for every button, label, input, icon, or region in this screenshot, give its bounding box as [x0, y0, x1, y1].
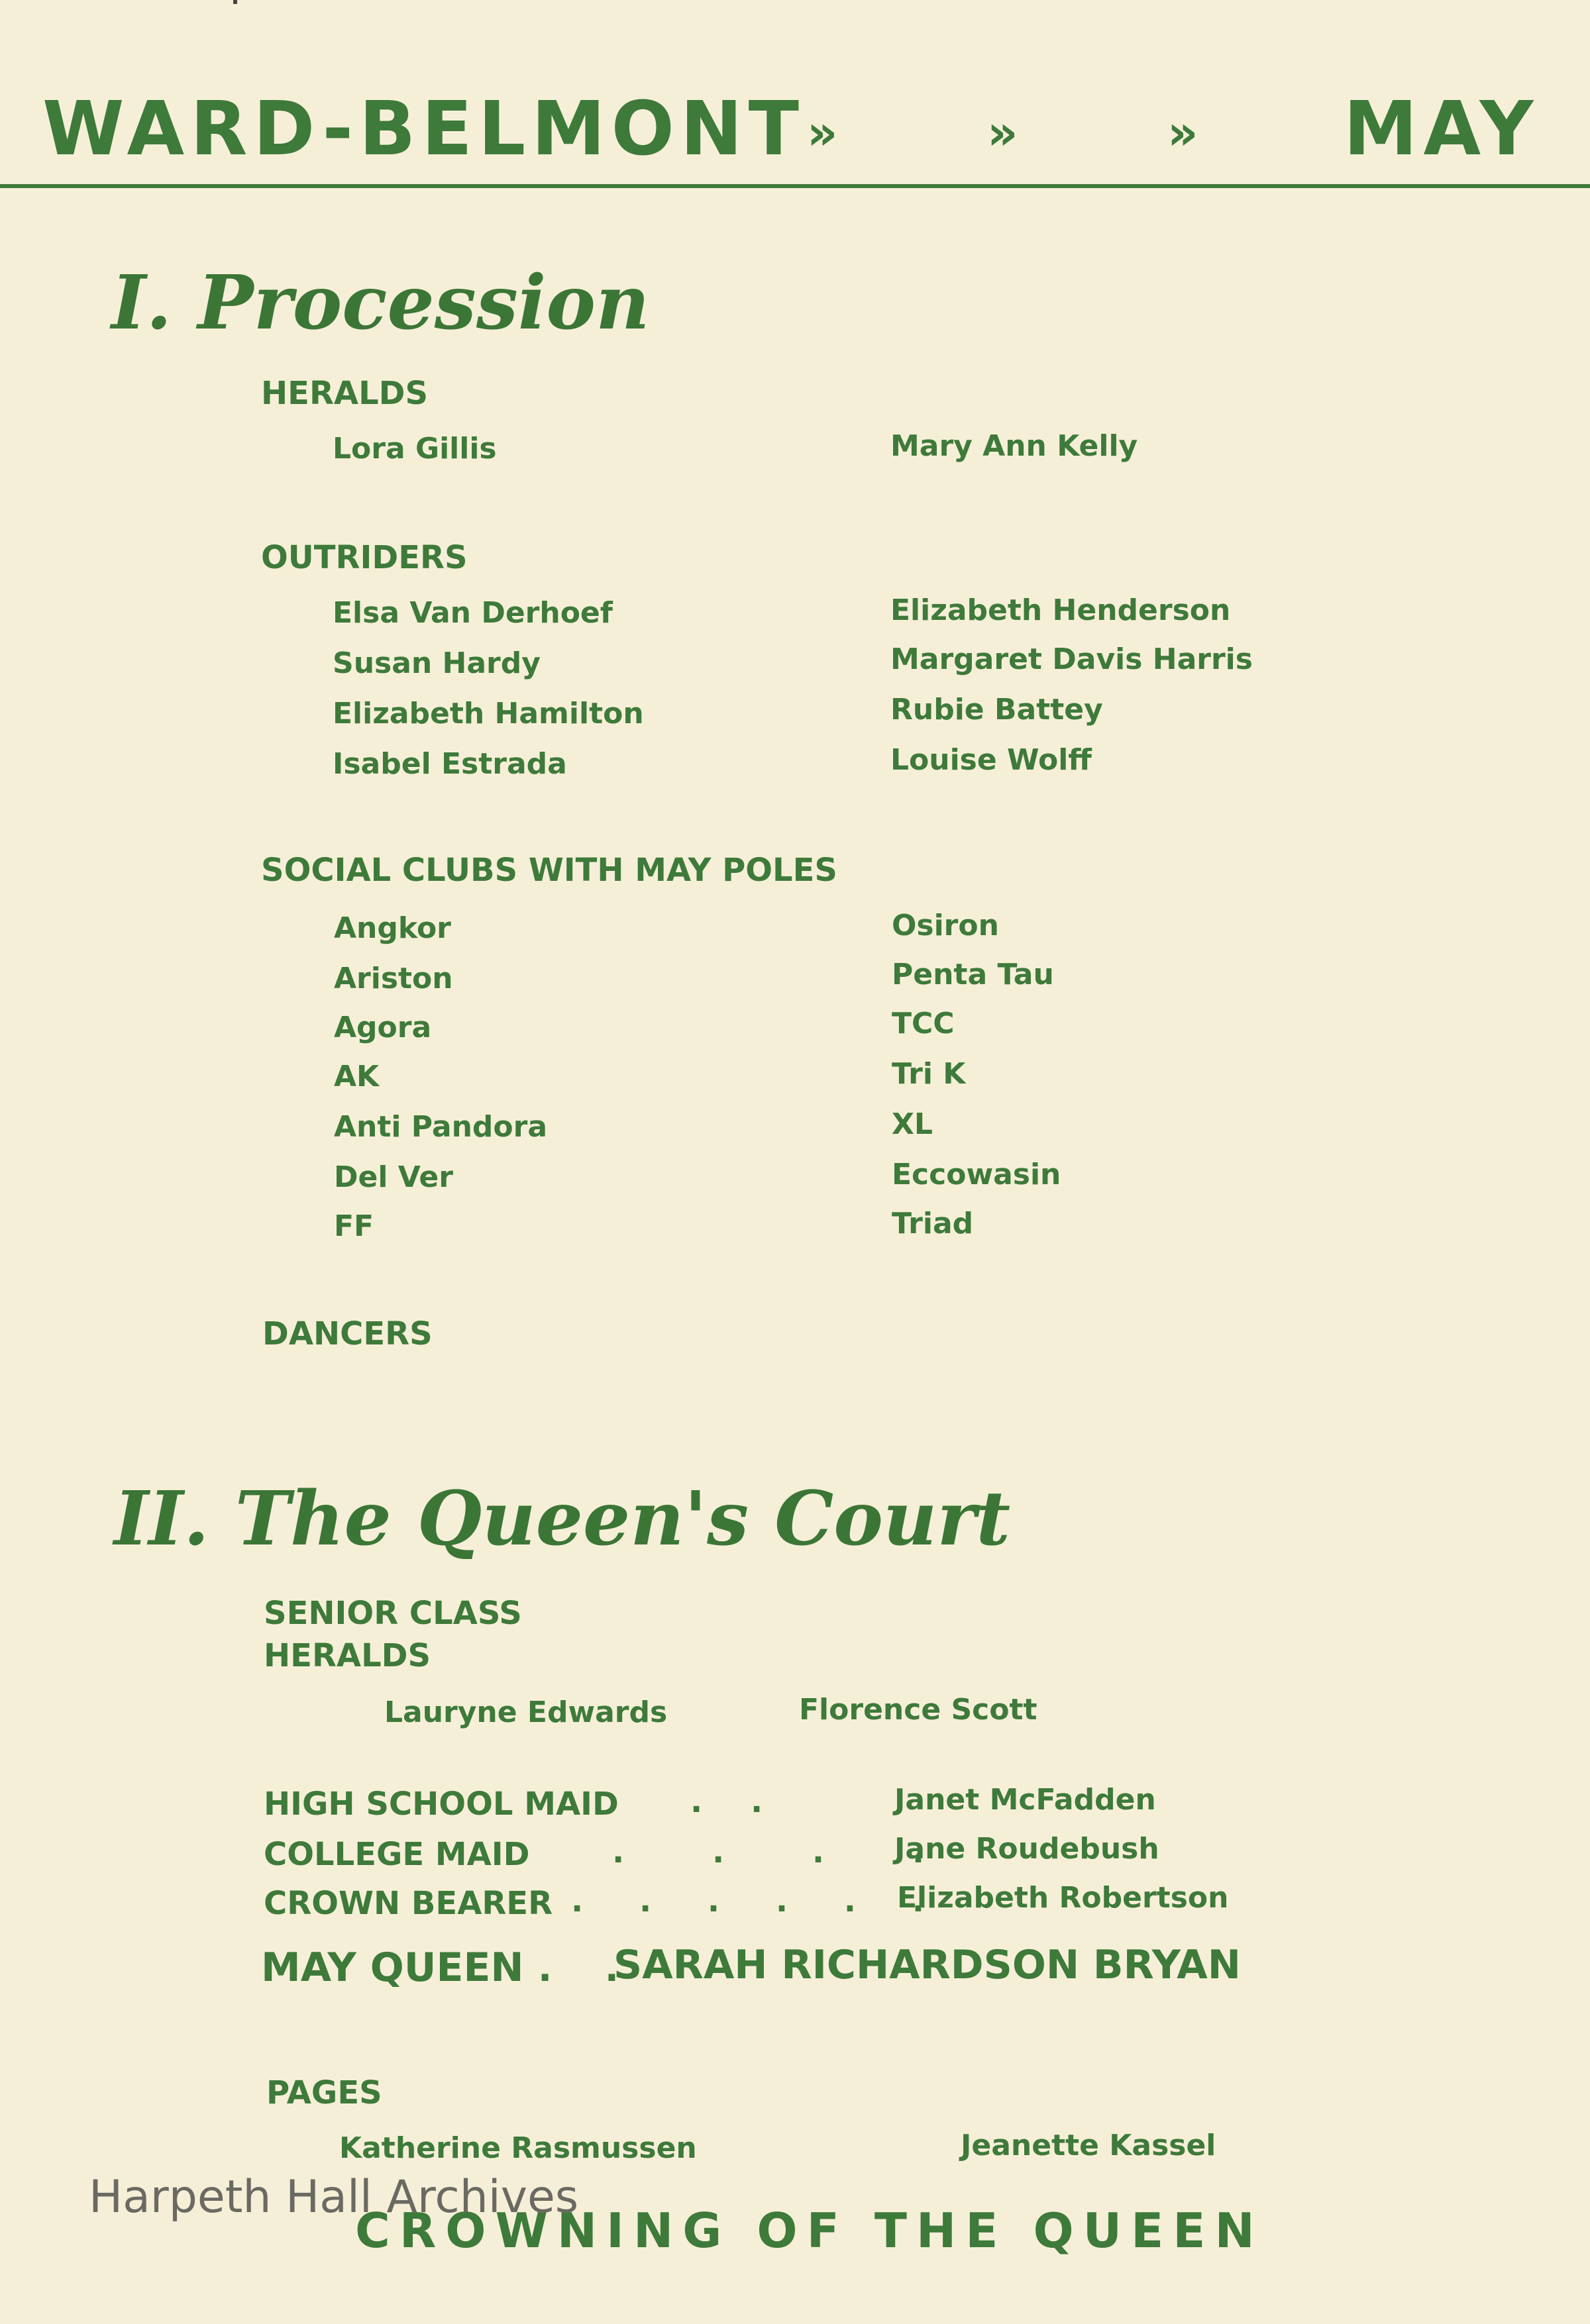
archive-watermark: Harpeth Hall Archives	[89, 2171, 579, 2223]
header-arrow-2: »	[987, 105, 1018, 160]
college-maid-name: Jane Roudebush	[894, 1832, 1159, 1866]
outrider-name: Susan Hardy	[333, 646, 541, 680]
may-queen-label: MAY QUEEN	[261, 1945, 524, 1991]
header-arrow-3: »	[1167, 105, 1198, 160]
page-name: Jeanette Kassel	[961, 2129, 1216, 2162]
high-school-maid-label: HIGH SCHOOL MAID	[264, 1786, 619, 1823]
leader-dots: . .	[538, 1947, 639, 1990]
queens-court-heading: II. The Queen's Court	[114, 1476, 1011, 1562]
leader-dots: . .	[690, 1783, 782, 1820]
outrider-name: Elizabeth Hamilton	[333, 697, 644, 731]
club-name: Agora	[334, 1011, 432, 1044]
page-name: Katherine Rasmussen	[339, 2131, 697, 2165]
header-rule	[0, 184, 1590, 188]
corner-speck	[233, 0, 237, 4]
dancers-label: DANCERS	[262, 1315, 433, 1352]
outrider-name: Elsa Van Derhoef	[333, 596, 613, 630]
outrider-name: Elizabeth Henderson	[890, 593, 1231, 627]
crowning-of-the-queen: CROWNING OF THE QUEEN	[355, 2203, 1264, 2258]
club-name: TCC	[892, 1007, 955, 1040]
club-name: Triad	[892, 1207, 974, 1240]
leader-dots: . . . . . .	[571, 1882, 947, 1919]
club-name: FF	[334, 1209, 374, 1243]
heralds-label: HERALDS	[261, 375, 429, 412]
court-herald-name: Lauryne Edwards	[384, 1695, 668, 1729]
leader-dots: . . . .	[612, 1833, 963, 1870]
outrider-name: Isabel Estrada	[333, 747, 567, 781]
club-name: Del Ver	[334, 1160, 453, 1194]
herald-name: Mary Ann Kelly	[890, 429, 1138, 463]
herald-name: Lora Gillis	[333, 432, 497, 466]
outriders-label: OUTRIDERS	[261, 539, 468, 576]
outrider-name: Margaret Davis Harris	[890, 642, 1253, 676]
header-month: MAY	[1344, 86, 1540, 172]
high-school-maid-name: Janet McFadden	[894, 1783, 1156, 1817]
court-heralds-label: HERALDS	[264, 1637, 431, 1674]
header-arrow-1: »	[807, 105, 838, 160]
court-herald-name: Florence Scott	[799, 1693, 1037, 1727]
header-title: WARD-BELMONT	[42, 86, 805, 172]
club-name: Tri K	[892, 1057, 966, 1091]
club-name: XL	[892, 1107, 933, 1141]
social-clubs-label: SOCIAL CLUBS WITH MAY POLES	[261, 852, 837, 889]
crown-bearer-name: Elizabeth Robertson	[897, 1881, 1229, 1915]
crown-bearer-label: CROWN BEARER	[264, 1885, 553, 1922]
procession-heading: I. Procession	[111, 260, 650, 346]
club-name: AK	[334, 1060, 380, 1093]
senior-class-label: SENIOR CLASS	[264, 1595, 522, 1632]
club-name: Penta Tau	[892, 958, 1054, 991]
club-name: Anti Pandora	[334, 1110, 548, 1144]
club-name: Angkor	[334, 911, 451, 945]
club-name: Osiron	[892, 909, 999, 942]
may-queen-name: SARAH RICHARDSON BRYAN	[613, 1942, 1241, 1988]
club-name: Ariston	[334, 962, 453, 995]
outrider-name: Rubie Battey	[890, 693, 1103, 727]
college-maid-label: COLLEGE MAID	[264, 1836, 530, 1873]
outrider-name: Louise Wolff	[890, 743, 1092, 777]
pages-label: PAGES	[266, 2074, 382, 2111]
header	[0, 79, 1590, 179]
club-name: Eccowasin	[892, 1158, 1061, 1191]
